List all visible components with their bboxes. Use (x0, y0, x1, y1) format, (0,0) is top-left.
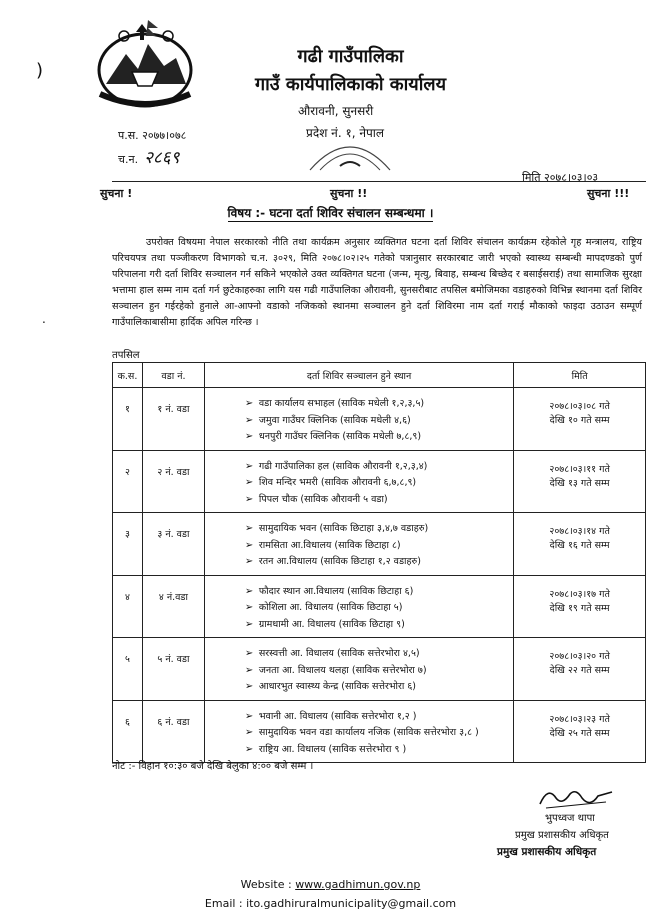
date-to: देखि १९ गते सम्म (549, 602, 610, 614)
row-date (514, 513, 646, 576)
location-list (245, 521, 513, 571)
table-header-row (113, 363, 646, 388)
table-row (113, 575, 646, 638)
margin-dot: . (42, 312, 46, 326)
row-sn: ३ (113, 513, 143, 576)
location-item: ➢ सरस्वत्ती आ. विधालय (साविक सत्तेरभोरा ४,५) (245, 646, 513, 663)
table-row (113, 700, 646, 763)
header-date: मिति (514, 363, 646, 388)
location-item: ➢ रामसिता आ.विधालय (साविक छिटाहा ८) (245, 538, 513, 555)
location-list (245, 396, 513, 446)
location-item: ➢ रतन आ.विधालय (साविक छिटाहा १,२ वडाहरु) (245, 554, 513, 571)
header-divider (112, 181, 646, 182)
footer-website (0, 878, 661, 891)
office-subtitle: गाउँ कार्यपालिकाको कार्यालय (254, 74, 447, 95)
location-item: ➢ जमुवा गाउँघर क्लिनिक (साविक मधेली ४,६) (245, 413, 513, 430)
signatory-name: भुपध्वज थापा (545, 813, 595, 824)
row-date (514, 388, 646, 451)
row-date (514, 638, 646, 701)
row-date (514, 700, 646, 763)
row-locations (204, 575, 513, 638)
office-stamp-seal (300, 130, 400, 174)
date-from: २०७८।०३।०८ गते (549, 401, 610, 412)
reference-cn-value: २८६९ (144, 148, 180, 168)
row-locations (204, 700, 513, 763)
location-item: ➢ गढी गाउँपालिका हल (साविक औरावनी १,२,३,४) (245, 459, 513, 476)
date-from: २०७८।०३।२० गते (549, 651, 610, 662)
date-from: २०७८।०३।१७ गते (549, 588, 610, 600)
location-item: ➢ सामुदायिक भवन (साविक छिटाहा ३,४,७ वडाहरु) (245, 521, 513, 538)
row-sn: ६ (113, 700, 143, 763)
reference-cn (118, 145, 179, 168)
row-sn: २ (113, 450, 143, 513)
body-paragraph: उपरोक्त विषयमा नेपाल सरकारको नीति तथा कार्यक्रम अनुसार व्यक्तिगत घटना दर्ता शिविर संचालन कार्यक्रम रहेकोले गृह मन्त्रालय, राष्ट्रिय परिचयपत्र तथा पञ्जीकरण विभागको च.न. ३०२९, मिति २०७८।०२।२५ गतेको पत्रानुसार सरकारबाट जारी भएको स्वास्थ्य सम्बन्धी मापदण्डको पुर्ण परिपालना गरी दर्ता शिविर सञ्चालन गर्न सकिने भएकोले उक्त व्यक्तिगत घटना (जन्म, मृत्यु, बिवाह, सम्बन्ध बिच्छेद र बसाईसराई) तथा सामाजिक सुरक्षा भत्तामा हाल सम्म नाम दर्ता गर्न छुटेकाहरुका लागि यस गढी गाउँपालिका औरावनी, सुनसरीबाट तपसिल बमोजिमका वडाहरुको विभिन्न स्थानमा दर्ता शिविर सञ्चालन हुन गईरहेको हुनाले आ-आफ्नो वडाको नजिकको स्थानमा सञ्चालन हुने दर्ता शिविरमा नाम दर्ता गराई मौकाको फाइदा उठाउन सम्पूर्ण गाउँपालिकाबासीमा हार्दिक अपिल गरिन्छ । (112, 237, 642, 328)
location-item: ➢ पिपल चौक (साविक औरावनी ५ वडा) (245, 492, 513, 509)
row-sn: ५ (113, 638, 143, 701)
location-item: ➢ आधारभुत स्वास्थ्य केन्द्र (साविक सत्तेरभोरा ६) (245, 679, 513, 696)
location-item: ➢ सामुदायिक भवन वडा कार्यालय नजिक (साविक सत्तेरभोरा ३,८ ) (245, 725, 513, 742)
row-locations (204, 638, 513, 701)
row-ward: १ नं. वडा (142, 388, 204, 451)
row-locations (204, 388, 513, 451)
location-item: ➢ भवानी आ. विधालय (साविक सत्तेरभोरा १,२ ) (245, 709, 513, 726)
office-address: औरावनी, सुनसरी (298, 104, 374, 118)
reference-ps: प.स. २०७७।०७८ (118, 129, 187, 142)
camp-schedule-table (112, 362, 646, 763)
footer-email: Email : ito.gadhiruralmunicipality@gmail.com (204, 897, 457, 910)
notice-heading-1: सुचना ! (100, 187, 133, 200)
location-list (245, 709, 513, 759)
website-label: Website : (240, 878, 296, 891)
location-item: ➢ ग्रामधामी आ. विधालय (साविक छिटाहा ९) (245, 617, 513, 634)
subject-text: विषय :- घटना दर्ता शिविर संचालन सम्बन्धमा । (227, 206, 434, 220)
location-item: ➢ धनपुरी गाउँघर क्लिनिक (साविक मधेली ७,८,९) (245, 429, 513, 446)
letter-date: मिति २०७८।०३।०३ (522, 171, 599, 184)
subject-line (0, 204, 661, 221)
location-list (245, 459, 513, 509)
row-sn: ४ (113, 575, 143, 638)
reference-cn-label: च.न. (118, 153, 139, 166)
row-locations (204, 450, 513, 513)
timing-note: नोट :- विहान १०:३० बजे देखि बेलुका ४:०० बजे सम्म । (112, 761, 314, 772)
date-from: २०७८।०३।२३ गते (549, 713, 610, 725)
row-locations (204, 513, 513, 576)
row-ward: ६ नं. वडा (142, 700, 204, 763)
row-ward: २ नं. वडा (142, 450, 204, 513)
table-row (113, 638, 646, 701)
date-from: २०७८।०३।११ गते (549, 463, 610, 475)
location-item: ➢ शिव मन्दिर भमरी (साविक औरावनी ६,७,८,९) (245, 475, 513, 492)
location-list (245, 646, 513, 696)
date-to: देखि २५ गते सम्म (549, 727, 610, 739)
date-to: देखि १३ गते सम्म (549, 477, 610, 489)
date-from: २०७८।०३।१४ गते (549, 526, 610, 537)
table-row (113, 450, 646, 513)
row-ward: ५ नं. वडा (142, 638, 204, 701)
office-name: गढी गाउँपालिका (297, 46, 404, 67)
handwritten-signature (536, 784, 616, 812)
location-item: ➢ वडा कार्यालय सभाहल (साविक मधेली १,२,३,५) (245, 396, 513, 413)
row-ward: ४ नं.वडा (142, 575, 204, 638)
table-row (113, 513, 646, 576)
location-item: ➢ फौदार स्थान आ.विधालय (साविक छिटाहा ६) (245, 584, 513, 601)
notice-heading-2: सुचना !! (330, 187, 368, 200)
location-item: ➢ कोशिला आ. विधालय (साविक छिटाहा ५) (245, 600, 513, 617)
header-sn: क.स. (113, 363, 143, 388)
website-link[interactable]: www.gadhimun.gov.np (295, 878, 421, 891)
location-item: ➢ राष्ट्रिय आ. विधालय (साविक सत्तेरभोरा ९ ) (245, 742, 513, 759)
notice-heading-3: सुचना !!! (587, 187, 630, 200)
date-to: देखि १० गते सम्म (549, 415, 610, 426)
date-to: देखि २२ गते सम्म (549, 665, 610, 676)
location-item: ➢ जनता आ. विधालय थलहा (साविक सत्तेरभोरा ७) (245, 663, 513, 680)
date-to: देखि १६ गते सम्म (549, 540, 610, 551)
office-province: प्रदेश नं. १, नेपाल (306, 126, 385, 140)
row-date (514, 575, 646, 638)
row-ward: ३ नं. वडा (142, 513, 204, 576)
margin-mark: ) (36, 60, 44, 81)
header-location: दर्ता शिविर सञ्चालन हुने स्थान (204, 363, 513, 388)
row-sn: १ (113, 388, 143, 451)
signatory-stamp: प्रमुख प्रशासकीय अधिकृत (497, 846, 597, 858)
tapasil-label: तपसिल (112, 350, 140, 361)
table-row (113, 388, 646, 451)
signatory-designation: प्रमुख प्रशासकीय अधिकृत (515, 830, 609, 841)
row-date (514, 450, 646, 513)
location-list (245, 584, 513, 634)
header-ward: वडा नं. (142, 363, 204, 388)
